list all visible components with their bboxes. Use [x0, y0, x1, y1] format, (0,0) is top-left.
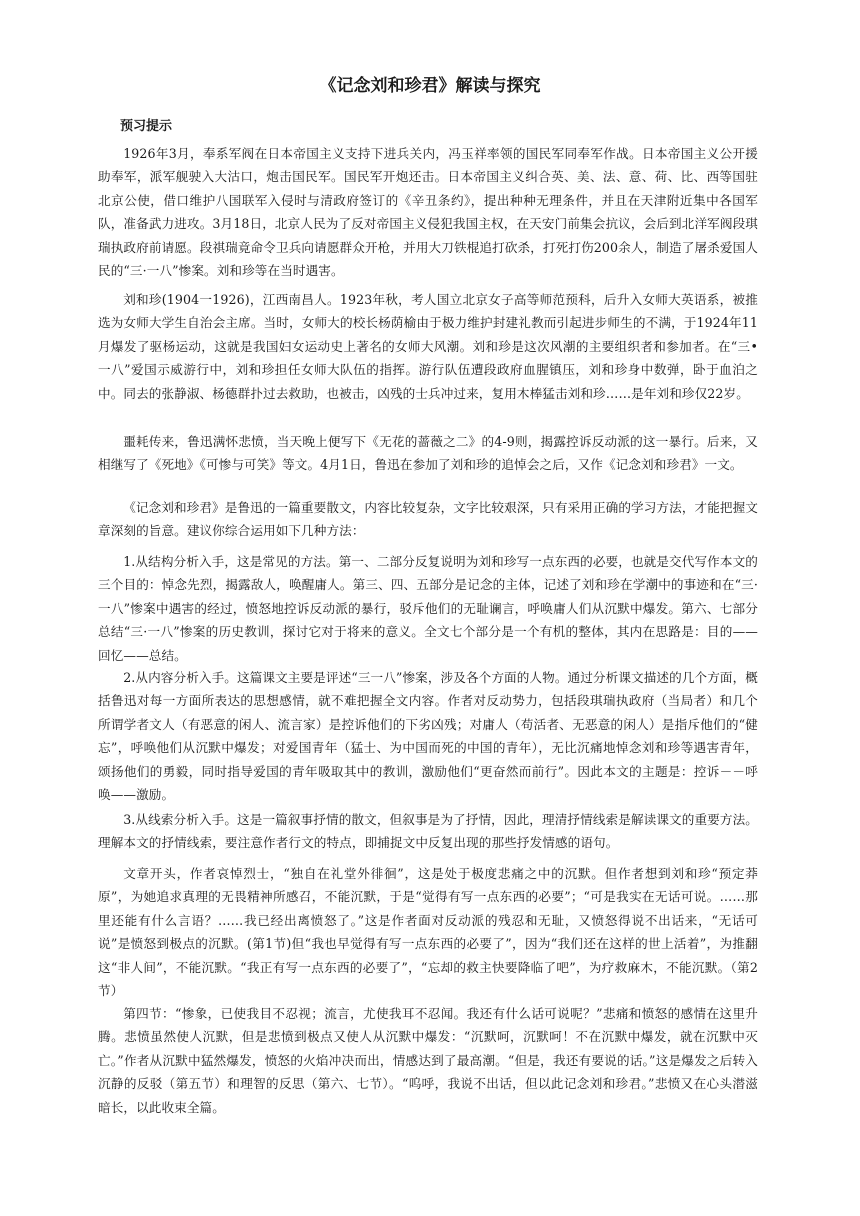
document-title: 《记念刘和珍君》解读与探究 — [319, 76, 541, 96]
paragraph-study-advice: 《记念刘和珍君》是鲁迅的一篇重要散文，内容比较复杂，文字比较艰深，只有采用正确的学习方法，才能把握文章深刻的旨意。建议你综合运用如下几种方法： — [98, 500, 758, 539]
paragraph-method-structure: 1.从结构分析入手，这是常见的方法。第一、二部分反复说明为刘和珍写一点东西的必要，也就是交代写作本文的三个目的：悼念先烈，揭露敌人，唤醒庸人。第三、四、五部分是记念的主体，记述了刘和珍在学潮中的事迹和在“三·一八”惨案中遇害的经过，愤怒地控诉反动派的暴行，驳斥他们的无耻谰言，呼唤庸人们从沉默中爆发。第六、七部分总结“三·一八”惨案的历史教训，探讨它对于将来的意义。全文七个部分是一个有机的整体，其内在思路是：目的——回忆——总结。 — [98, 554, 758, 663]
paragraph-opening-analysis: 文章开头，作者哀悼烈士，“独自在礼堂外徘徊”，这是处于极度悲痛之中的沉默。但作者想到刘和珍“预定莽原”，为她追求真理的无畏精神所感召，不能沉默，于是“觉得有写一点东西的必要”；“可是我实在无话可说。……那里还能有什么言语？……我已经出离愤怒了。”这是作者面对反动派的残忍和无耻，又愤怒得说不出话来，“无话可说”是愤怒到极点的沉默。(第1节)但“我也早觉得有写一点东西的必要了”，因为“我们还在这样的世上活着”，为推翻这“非人间”，不能沉默。“我正有写一点东西的必要了”，“忘却的救主快要降临了吧”，为疗救麻木，不能沉默。（第2节） — [98, 866, 758, 999]
paragraph-method-content: 2.从内容分析入手。这篇课文主要是评述“三一八”惨案，涉及各个方面的人物。通过分析课文描述的几个方面，概括鲁迅对每一方面所表达的思想感情，就不难把握全文内容。作者对反动势力，包括段琪瑞执政府（当局者）和几个所谓学者文人（有恶意的闲人、流言家）是控诉他们的下劣凶残；对庸人（苟活者、无恶意的闲人）是指斥他们的“健忘”，呼唤他们从沉默中爆发；对爱国青年（猛士、为中国而死的中国的青年），无比沉痛地悼念刘和珍等遇害青年，颂扬他们的勇毅，同时指导爱国的青年吸取其中的教训，激励他们“更奋然而前行”。因此本文的主题是：控诉－－呼唤——激励。 — [98, 670, 758, 803]
paragraph-background: 1926年3月，奉系军阀在日本帝国主义支持下进兵关内，冯玉祥率领的国民军同奉军作战。日本帝国主义公开援助奉军，派军舰驶入大沽口，炮击国民军。国民军开炮还击。日本帝国主义纠合英、美、法、意、荷、比、西等国驻北京公使，借口维护八国联军入侵时与清政府签订的《辛丑条约》，提出种种无理条件，并且在天津附近集中各国军队，准备武力进攻。3月18日，北京人民为了反对帝国主义侵犯我国主权，在天安门前集会抗议，会后到北洋军阀段琪瑞执政府前请愿。段祺瑞竟命令卫兵向请愿群众开枪，并用大刀铁棍追打砍杀，打死打伤200余人，制造了屠杀爱国人民的“三·一八”惨案。刘和珍等在当时遇害。 — [98, 146, 758, 279]
paragraph-section-four-analysis: 第四节：“惨象，已使我目不忍视；流言，尤使我耳不忍闻。我还有什么话可说呢？”悲痛和愤怒的感情在这里升腾。悲愤虽然使人沉默，但是悲愤到极点又使人从沉默中爆发：“沉默呵，沉默呵！不在沉默中爆发，就在沉默中灭亡。”作者从沉默中猛然爆发，愤怒的火焰冲决而出，情感达到了最高潮。“但是，我还有要说的话。”这是爆发之后转入沉静的反驳（第五节）和理智的反思（第六、七节）。“呜呼，我说不出话，但以此记念刘和珍君。”悲愤又在心头潜滋暗长，以此收束全篇。 — [98, 1006, 758, 1115]
paragraph-liu-hezhen-bio: 刘和珍(1904一1926)，江西南昌人。1923年秋，考人国立北京女子高等师范预科，后升入女师大英语系，被推选为女师大学生自治会主席。当时，女师大的校长杨荫榆由于极力维护封建礼教而引起进步师生的不满，于1924年11月爆发了驱杨运动，这就是我国妇女运动史上著名的女师大风潮。刘和珍是这次风潮的主要组织者和参加者。在“三•一八”爱国示威游行中，刘和珍担任女师大队伍的指挥。游行队伍遭段政府血腥镇压，刘和珍身中数弹，卧于血泊之中。同去的张静淑、杨德群扑过去救助，也被击，凶残的士兵冲过来，复用木棒猛击刘和珍……是年刘和珍仅22岁。 — [98, 292, 758, 401]
section-heading: 预习提示 — [120, 119, 173, 134]
paragraph-lu-xun-response: 噩耗传来，鲁迅满怀悲愤，当天晚上便写下《无花的蔷薇之二》的4-9则，揭露控诉反动派的这一暴行。后来，又相继写了《死地》《可惨与可笑》等文。4月1日，鲁迅在参加了刘和珍的追悼会之后，又作《记念刘和珍君》一文。 — [98, 434, 758, 473]
paragraph-method-clue: 3.从线索分析入手。这是一篇叙事抒情的散文，但叙事是为了抒情，因此，理清抒情线索是解读课文的重要方法。理解本文的抒情线索，要注意作者行文的特点，即捕捉文中反复出现的那些抒发情感的语句。 — [98, 812, 758, 851]
